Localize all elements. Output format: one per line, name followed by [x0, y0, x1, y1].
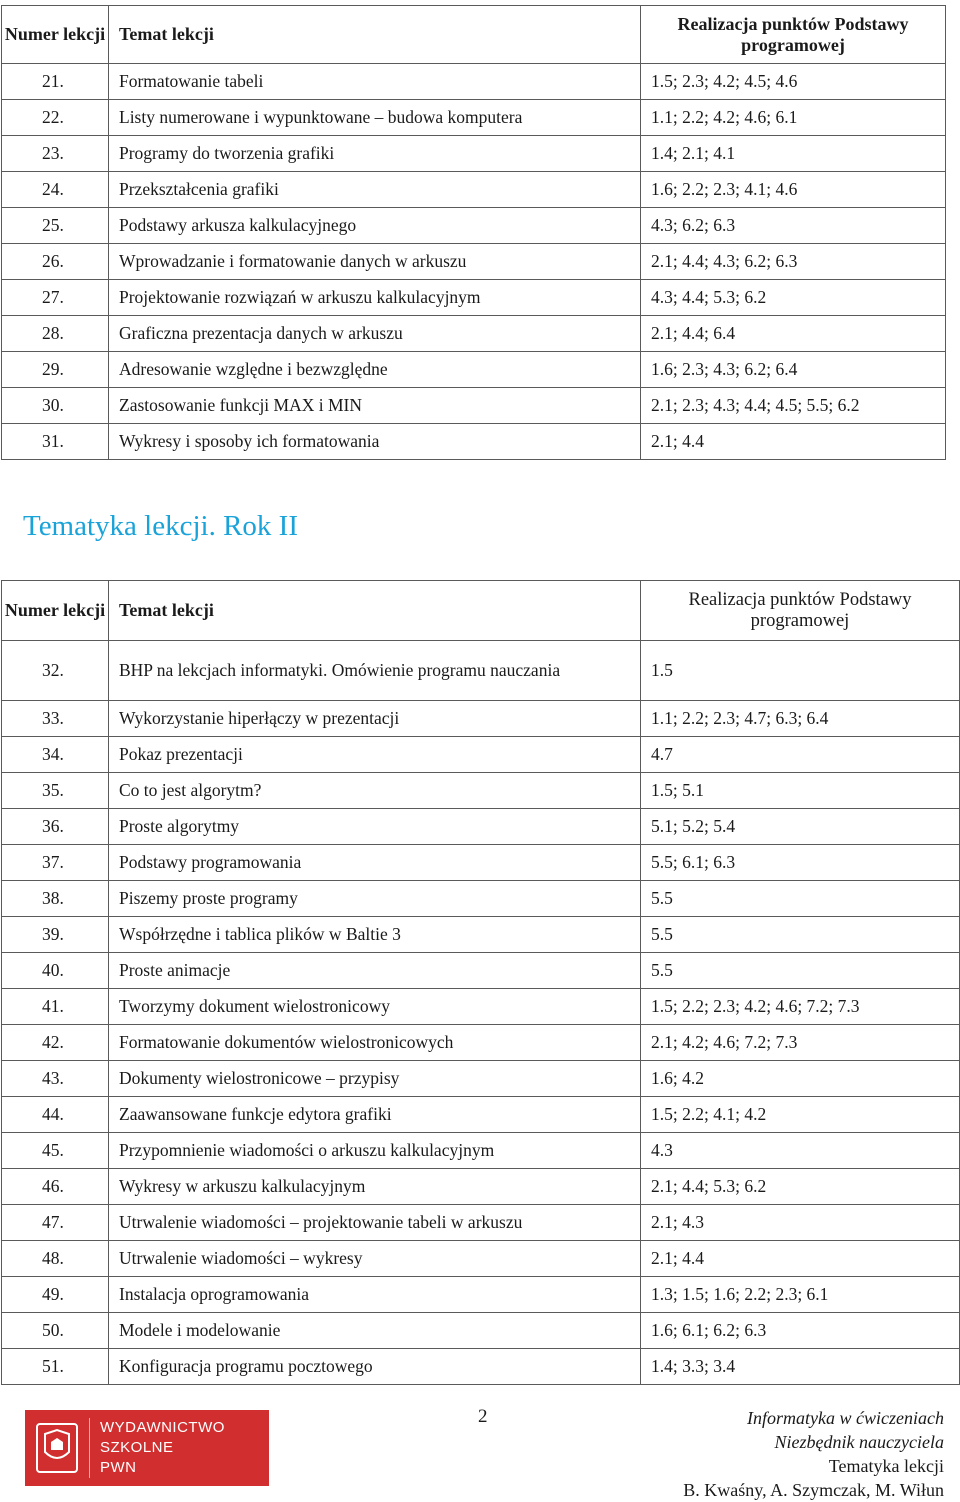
curriculum-points: 1.4; 2.1; 4.1: [641, 136, 946, 172]
lesson-topic: Formatowanie dokumentów wielostronicowych: [109, 1025, 641, 1061]
table-row: [2, 809, 960, 845]
lesson-number: 48.: [2, 1241, 109, 1277]
curriculum-points: 1.6; 6.1; 6.2; 6.3: [641, 1313, 960, 1349]
table-row: [2, 1169, 960, 1205]
table-row: [2, 845, 960, 881]
lesson-topic: Utrwalenie wiadomości – projektowanie tabeli w arkuszu: [109, 1205, 641, 1241]
lessons-table-year-1: [1, 5, 946, 460]
publisher-line-1: WYDAWNICTWO: [100, 1419, 225, 1436]
lesson-topic: Wykresy i sposoby ich formatowania: [109, 424, 641, 460]
header-lesson-number: Numer lekcji: [2, 6, 109, 64]
table-row: [2, 136, 946, 172]
lesson-number: 35.: [2, 773, 109, 809]
table-row: [2, 1313, 960, 1349]
lesson-number: 47.: [2, 1205, 109, 1241]
lesson-number: 43.: [2, 1061, 109, 1097]
table-header-row: [2, 6, 946, 64]
table-row: [2, 172, 946, 208]
lesson-topic: Dokumenty wielostronicowe – przypisy: [109, 1061, 641, 1097]
lesson-topic: Wykresy w arkuszu kalkulacyjnym: [109, 1169, 641, 1205]
curriculum-points: 4.3; 6.2; 6.3: [641, 208, 946, 244]
publisher-logo: [25, 1410, 269, 1486]
table-row: [2, 881, 960, 917]
curriculum-points: 2.1; 4.4; 5.3; 6.2: [641, 1169, 960, 1205]
curriculum-points: 1.1; 2.2; 2.3; 4.7; 6.3; 6.4: [641, 701, 960, 737]
lesson-topic: Przekształcenia grafiki: [109, 172, 641, 208]
lesson-number: 45.: [2, 1133, 109, 1169]
page-number: 2: [478, 1406, 488, 1427]
lesson-number: 36.: [2, 809, 109, 845]
curriculum-points: 1.4; 3.3; 3.4: [641, 1349, 960, 1385]
lesson-topic: Wykorzystanie hiperłączy w prezentacji: [109, 701, 641, 737]
footer-meta: [683, 1406, 944, 1502]
lesson-topic: Zastosowanie funkcji MAX i MIN: [109, 388, 641, 424]
curriculum-points: 4.3; 4.4; 5.3; 6.2: [641, 280, 946, 316]
table-row: [2, 352, 946, 388]
lesson-topic: Projektowanie rozwiązań w arkuszu kalkulacyjnym: [109, 280, 641, 316]
pwn-emblem-icon: [25, 1410, 89, 1486]
curriculum-points: 1.6; 2.2; 2.3; 4.1; 4.6: [641, 172, 946, 208]
lesson-number: 33.: [2, 701, 109, 737]
lesson-topic: Utrwalenie wiadomości – wykresy: [109, 1241, 641, 1277]
table-row: [2, 917, 960, 953]
table-row: [2, 64, 946, 100]
table-row: [2, 244, 946, 280]
lesson-number: 39.: [2, 917, 109, 953]
lesson-topic: Piszemy proste programy: [109, 881, 641, 917]
lesson-topic: Modele i modelowanie: [109, 1313, 641, 1349]
curriculum-points: 2.1; 4.4: [641, 424, 946, 460]
curriculum-points: 5.5: [641, 881, 960, 917]
lesson-number: 24.: [2, 172, 109, 208]
curriculum-points: 4.7: [641, 737, 960, 773]
table-row: [2, 773, 960, 809]
curriculum-points: 2.1; 4.4; 6.4: [641, 316, 946, 352]
lesson-topic: Proste algorytmy: [109, 809, 641, 845]
curriculum-points: 1.5; 5.1: [641, 773, 960, 809]
table-row: [2, 1241, 960, 1277]
lesson-topic: Co to jest algorytm?: [109, 773, 641, 809]
header-curriculum-points: Realizacja punktów Podstawy programowej: [641, 6, 946, 64]
curriculum-points: 4.3: [641, 1133, 960, 1169]
lesson-topic: Współrzędne i tablica plików w Baltie 3: [109, 917, 641, 953]
table-row: [2, 1205, 960, 1241]
curriculum-points: 1.5; 2.2; 2.3; 4.2; 4.6; 7.2; 7.3: [641, 989, 960, 1025]
curriculum-points: 1.1; 2.2; 4.2; 4.6; 6.1: [641, 100, 946, 136]
lesson-topic: Programy do tworzenia grafiki: [109, 136, 641, 172]
curriculum-points: 1.6; 4.2: [641, 1061, 960, 1097]
lesson-number: 37.: [2, 845, 109, 881]
table-row: [2, 989, 960, 1025]
header-lesson-topic: Temat lekcji: [109, 6, 641, 64]
table-row: [2, 1277, 960, 1313]
table-row: [2, 280, 946, 316]
lesson-number: 23.: [2, 136, 109, 172]
curriculum-points: 5.5: [641, 953, 960, 989]
lesson-topic: Wprowadzanie i formatowanie danych w arkuszu: [109, 244, 641, 280]
lesson-number: 21.: [2, 64, 109, 100]
header-curriculum-points: Realizacja punktów Podstawy programowej: [641, 581, 960, 641]
table-row: [2, 641, 960, 701]
lesson-topic: Proste animacje: [109, 953, 641, 989]
table-row: [2, 1097, 960, 1133]
lesson-number: 40.: [2, 953, 109, 989]
header-lesson-number: Numer lekcji: [2, 581, 109, 641]
curriculum-points: 1.3; 1.5; 1.6; 2.2; 2.3; 6.1: [641, 1277, 960, 1313]
lesson-topic: Listy numerowane i wypunktowane – budowa komputera: [109, 100, 641, 136]
curriculum-points: 1.5; 2.2; 4.1; 4.2: [641, 1097, 960, 1133]
lesson-number: 26.: [2, 244, 109, 280]
lesson-topic: Tworzymy dokument wielostronicowy: [109, 989, 641, 1025]
lesson-topic: Podstawy programowania: [109, 845, 641, 881]
curriculum-points: 1.5; 2.3; 4.2; 4.5; 4.6: [641, 64, 946, 100]
publisher-line-3: PWN: [100, 1459, 137, 1476]
table-row: [2, 100, 946, 136]
lesson-number: 27.: [2, 280, 109, 316]
lesson-number: 31.: [2, 424, 109, 460]
authors: B. Kwaśny, A. Szymczak, M. Wiłun: [683, 1480, 944, 1500]
lesson-topic: Instalacja oprogramowania: [109, 1277, 641, 1313]
lesson-topic: Przypomnienie wiadomości o arkuszu kalkulacyjnym: [109, 1133, 641, 1169]
lesson-number: 25.: [2, 208, 109, 244]
table-row: [2, 953, 960, 989]
lesson-topic: Formatowanie tabeli: [109, 64, 641, 100]
lesson-topic: Pokaz prezentacji: [109, 737, 641, 773]
curriculum-points: 2.1; 4.4; 4.3; 6.2; 6.3: [641, 244, 946, 280]
curriculum-points: 2.1; 4.3: [641, 1205, 960, 1241]
lesson-topic: Zaawansowane funkcje edytora grafiki: [109, 1097, 641, 1133]
curriculum-points: 5.1; 5.2; 5.4: [641, 809, 960, 845]
curriculum-points: 1.6; 2.3; 4.3; 6.2; 6.4: [641, 352, 946, 388]
lessons-table-year-2: [1, 580, 960, 1385]
curriculum-points: 5.5; 6.1; 6.3: [641, 845, 960, 881]
lesson-number: 49.: [2, 1277, 109, 1313]
lesson-number: 42.: [2, 1025, 109, 1061]
lesson-topic: Graficzna prezentacja danych w arkuszu: [109, 316, 641, 352]
lesson-number: 30.: [2, 388, 109, 424]
header-lesson-topic: Temat lekcji: [109, 581, 641, 641]
lesson-number: 46.: [2, 1169, 109, 1205]
lesson-topic: Adresowanie względne i bezwzględne: [109, 352, 641, 388]
lesson-number: 28.: [2, 316, 109, 352]
curriculum-points: 2.1; 4.4: [641, 1241, 960, 1277]
table-row: [2, 701, 960, 737]
lesson-number: 50.: [2, 1313, 109, 1349]
lesson-number: 44.: [2, 1097, 109, 1133]
table-row: [2, 316, 946, 352]
lesson-topic: Podstawy arkusza kalkulacyjnego: [109, 208, 641, 244]
publisher-line-2: SZKOLNE: [100, 1439, 174, 1456]
curriculum-points: 2.1; 2.3; 4.3; 4.4; 4.5; 5.5; 6.2: [641, 388, 946, 424]
lesson-number: 29.: [2, 352, 109, 388]
table-row: [2, 424, 946, 460]
curriculum-points: 2.1; 4.2; 4.6; 7.2; 7.3: [641, 1025, 960, 1061]
curriculum-points: 1.5: [641, 641, 960, 701]
lesson-number: 34.: [2, 737, 109, 773]
lesson-topic: Konfiguracja programu pocztowego: [109, 1349, 641, 1385]
book-title: Informatyka w ćwiczeniach: [747, 1408, 944, 1428]
document-title: Tematyka lekcji: [828, 1456, 944, 1476]
table-row: [2, 1349, 960, 1385]
lesson-number: 22.: [2, 100, 109, 136]
book-subtitle: Niezbędnik nauczyciela: [774, 1432, 944, 1452]
lesson-number: 41.: [2, 989, 109, 1025]
section-title: Tematyka lekcji. Rok II: [23, 510, 298, 542]
table-header-row: [2, 581, 960, 641]
lesson-topic: BHP na lekcjach informatyki. Omówienie programu nauczania: [109, 641, 641, 701]
table-row: [2, 1133, 960, 1169]
lesson-number: 32.: [2, 641, 109, 701]
table-row: [2, 388, 946, 424]
table-row: [2, 208, 946, 244]
curriculum-points: 5.5: [641, 917, 960, 953]
table-row: [2, 737, 960, 773]
table-row: [2, 1025, 960, 1061]
table-row: [2, 1061, 960, 1097]
publisher-name: [89, 1418, 225, 1478]
lesson-number: 38.: [2, 881, 109, 917]
lesson-number: 51.: [2, 1349, 109, 1385]
